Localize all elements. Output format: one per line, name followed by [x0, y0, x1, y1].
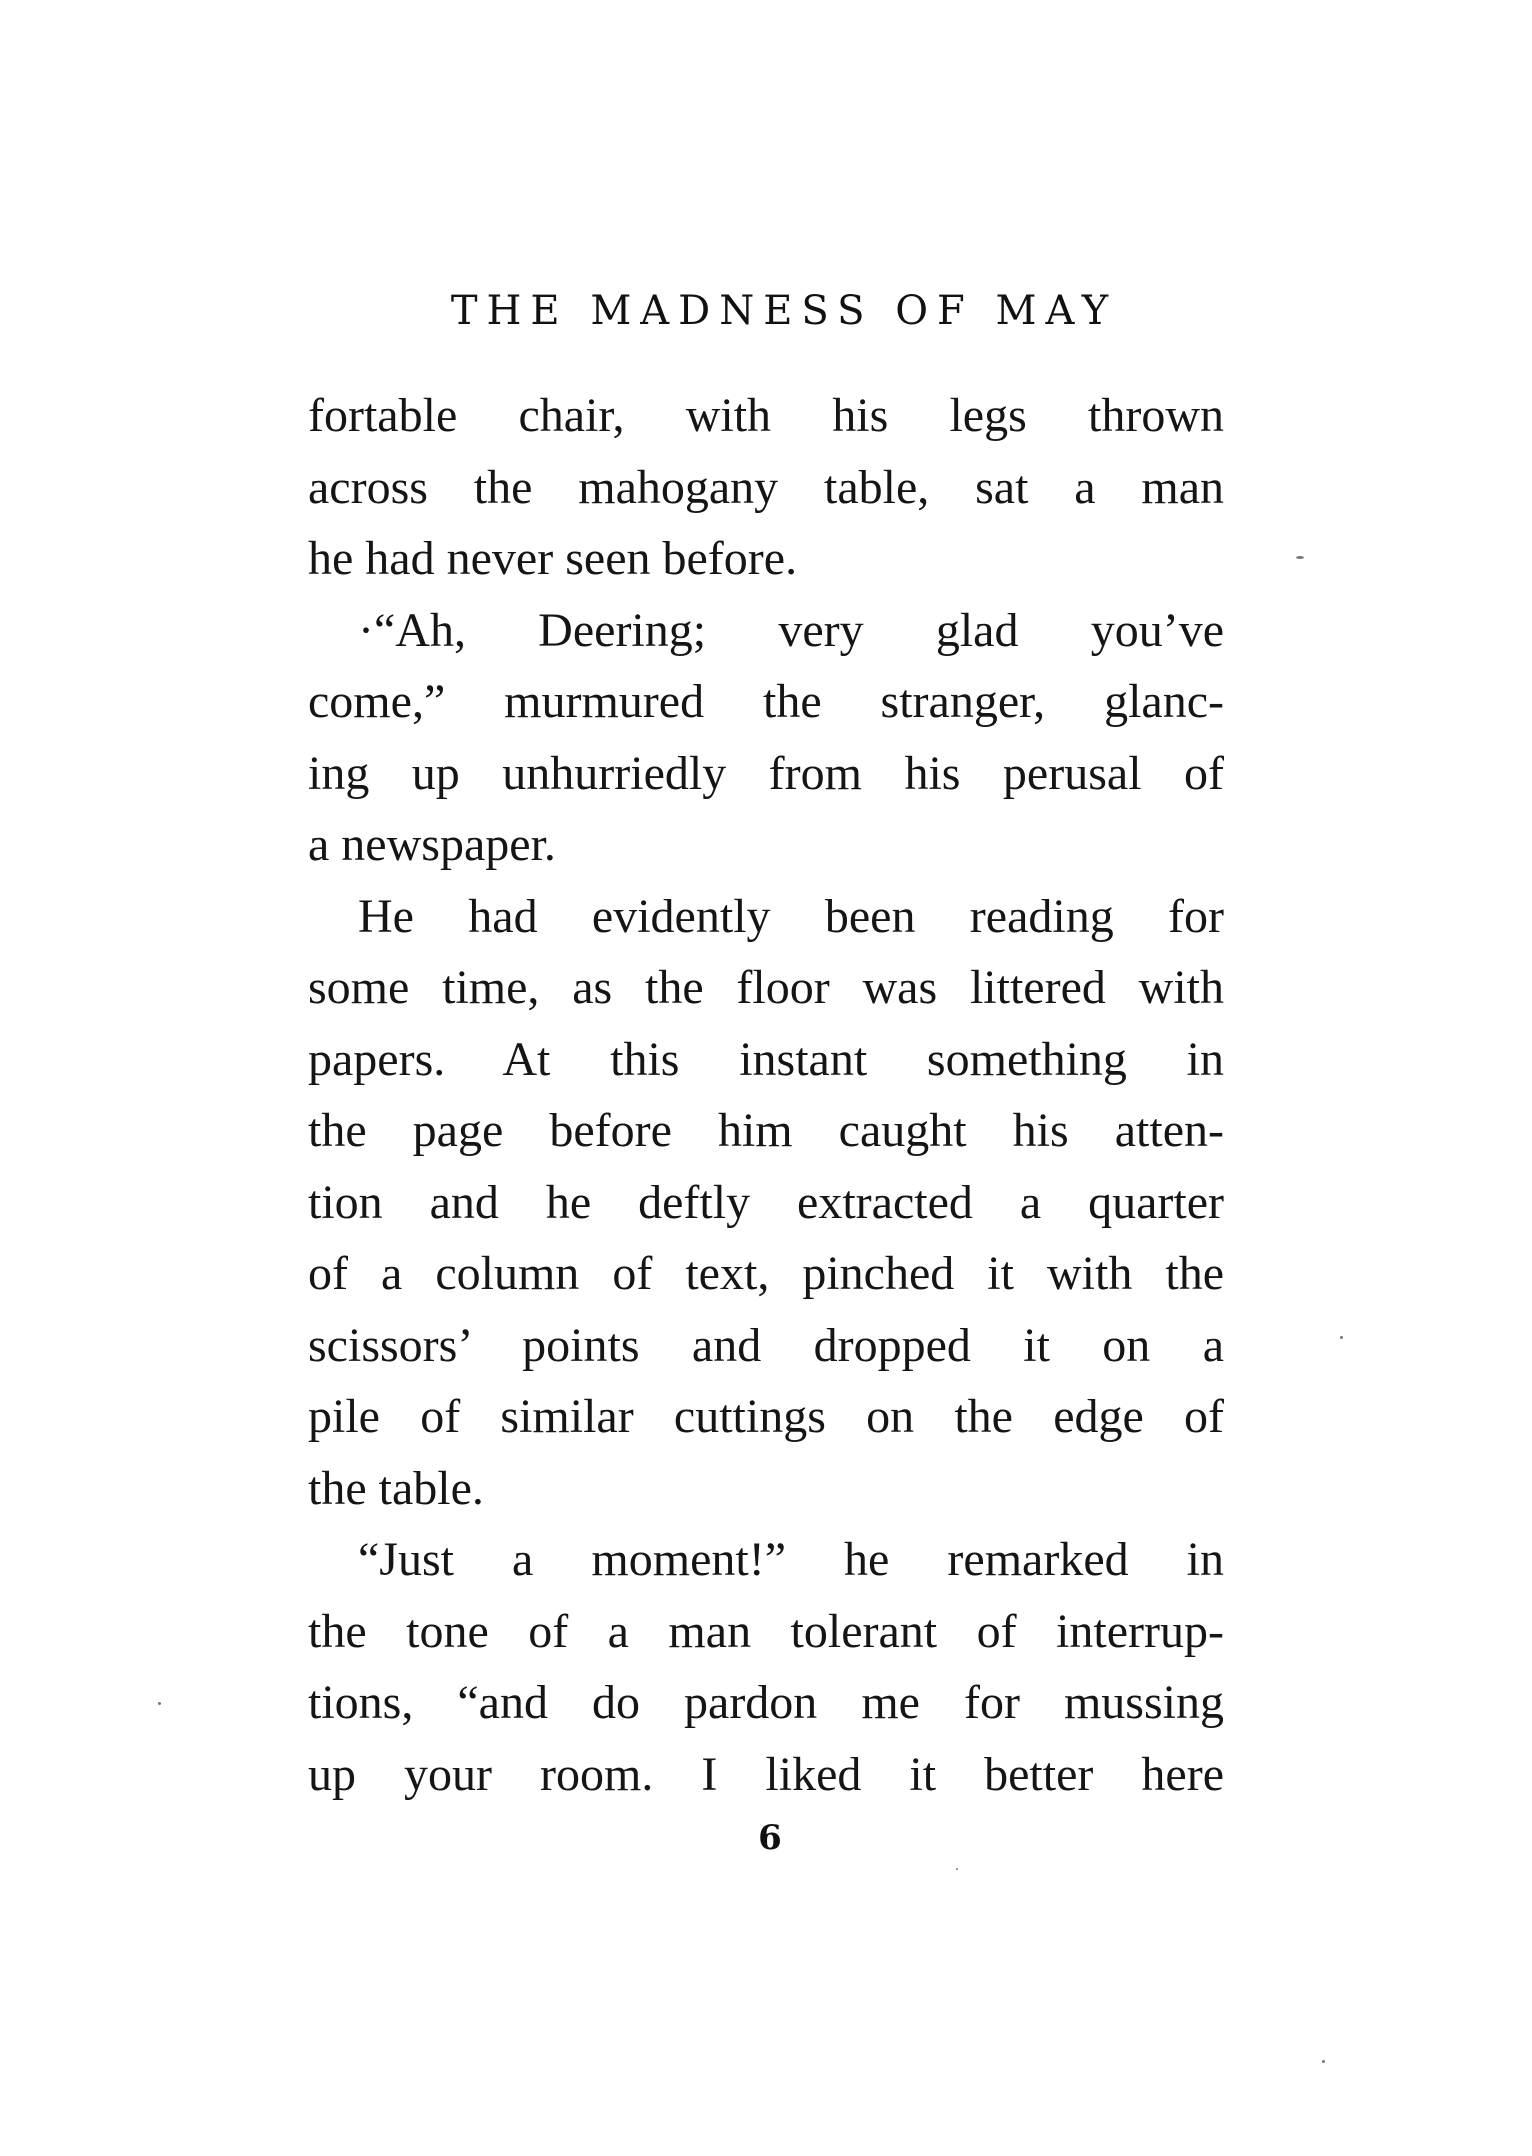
text-line: tions, “and do pardon me for mussing	[308, 1676, 1224, 1729]
text-line: “Just a moment!” he remarked in	[358, 1533, 1224, 1586]
text-line: the page before him caught his atten-	[308, 1104, 1224, 1157]
scan-speck	[1340, 1336, 1343, 1339]
text-line: pile of similar cuttings on the edge of	[308, 1390, 1224, 1443]
running-head: THE MADNESS OF MAY	[450, 288, 1118, 334]
scan-speck	[1322, 2060, 1325, 2063]
text-line: fortable chair, with his legs thrown	[308, 389, 1224, 442]
scan-speck	[158, 1702, 161, 1705]
text-line: across the mahogany table, sat a man	[308, 460, 1224, 514]
page-number: 6	[758, 1818, 782, 1858]
text-line: come,” murmured the stranger, glanc-	[308, 675, 1224, 728]
text-line: of a column of text, pinched it with the	[308, 1247, 1224, 1300]
body-text	[308, 380, 1224, 1810]
text-line: ·“Ah, Deering; very glad you’ve	[358, 603, 1224, 657]
text-line: a newspaper.	[308, 818, 556, 871]
text-line: the tone of a man tolerant of interrup-	[308, 1604, 1224, 1658]
scan-speck	[1296, 556, 1304, 559]
text-line: some time, as the floor was littered with	[308, 961, 1224, 1014]
scan-speck	[956, 1868, 958, 1870]
text-line: up your room. I liked it better here	[308, 1747, 1224, 1801]
text-line: papers. At this instant something in	[308, 1032, 1224, 1086]
text-line: the table.	[308, 1461, 484, 1515]
text-line: tion and he deftly extracted a quarter	[308, 1175, 1224, 1229]
text-line: He had evidently been reading for	[358, 889, 1224, 943]
text-line: scissors’ points and dropped it on a	[308, 1318, 1224, 1372]
text-line: ing up unhurriedly from his perusal of	[308, 746, 1224, 800]
text-line: he had never seen before.	[308, 532, 798, 585]
